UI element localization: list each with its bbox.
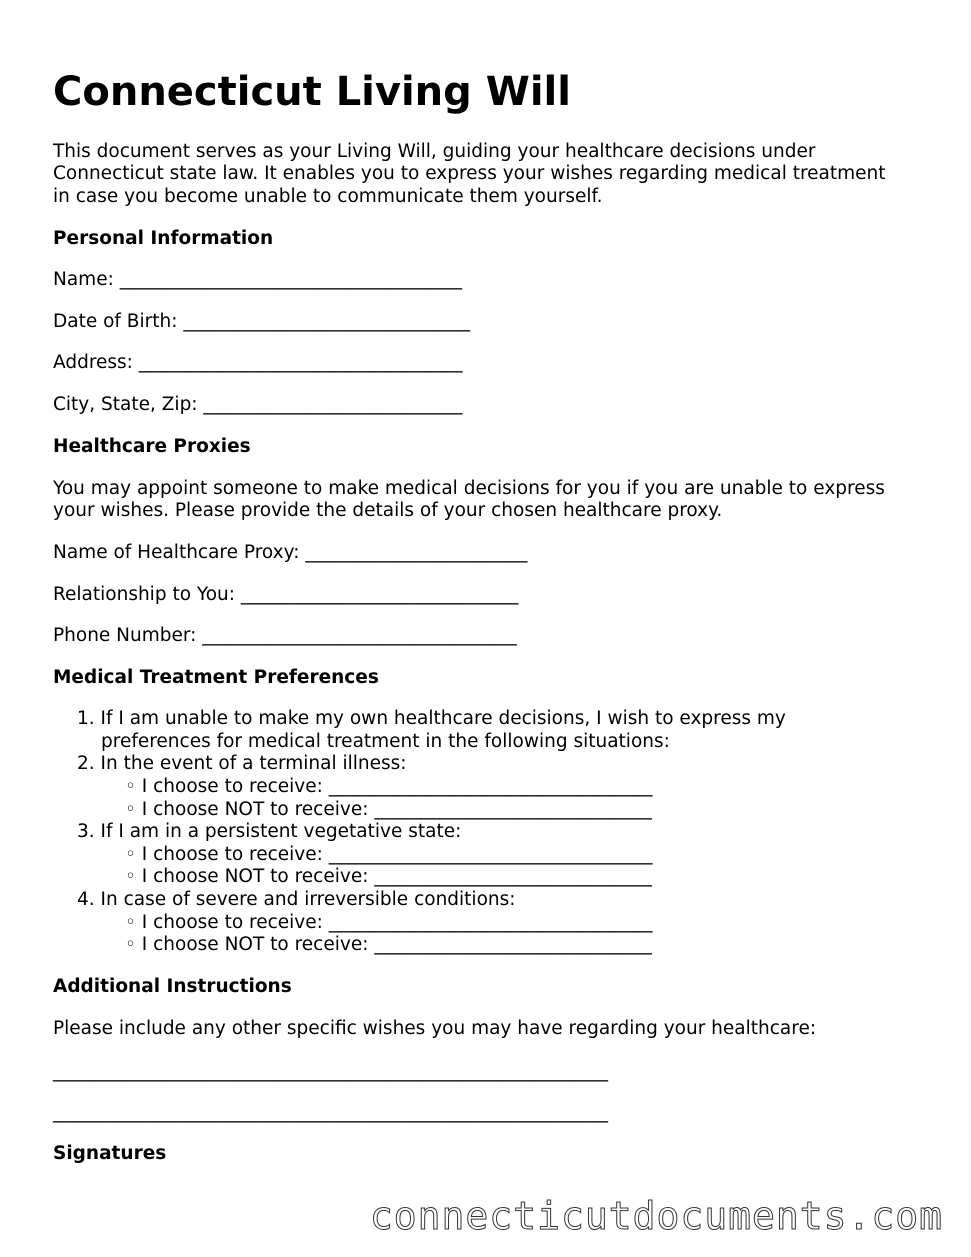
- not-receive-label: I choose NOT to receive: ______________________________: [141, 934, 652, 955]
- circle-bullet-icon: ◦: [125, 912, 142, 933]
- treatment-item-3: 3. If I am in a persistent vegetative state:: [77, 821, 462, 842]
- item-3-not-receive-field[interactable]: [125, 866, 652, 889]
- treatment-item-1-line-1: 1. If I am unable to make my own healthcare decisions, I wish to express my: [77, 708, 786, 729]
- treatment-item-4: 4. In case of severe and irreversible conditions:: [77, 889, 516, 910]
- intro-line-2: Connecticut state law. It enables you to express your wishes regarding medical treatment: [53, 163, 886, 184]
- watermark: connecticutdocuments.com: [369, 1194, 943, 1238]
- circle-bullet-icon: ◦: [125, 844, 142, 865]
- additional-instructions-prompt: Please include any other specific wishes you may have regarding your healthcare:: [53, 1018, 817, 1039]
- intro-line-1: This document serves as your Living Will, guiding your healthcare decisions under: [53, 141, 816, 162]
- treatment-item-1-line-2: preferences for medical treatment in the following situations:: [101, 731, 670, 752]
- proxy-phone-field[interactable]: Phone Number: __________________________________: [53, 625, 517, 646]
- treatment-heading: Medical Treatment Preferences: [53, 667, 379, 688]
- proxy-name-field[interactable]: Name of Healthcare Proxy: ________________________: [53, 542, 528, 563]
- proxy-desc-line-1: You may appoint someone to make medical decisions for you if you are unable to express: [53, 478, 885, 499]
- intro-line-3: in case you become unable to communicate them yourself.: [53, 186, 603, 207]
- signatures-heading: Signatures: [53, 1143, 167, 1164]
- dob-field[interactable]: Date of Birth: _______________________________: [53, 311, 471, 332]
- proxy-relationship-field[interactable]: Relationship to You: ______________________________: [53, 584, 519, 605]
- circle-bullet-icon: ◦: [125, 799, 142, 820]
- not-receive-label: I choose NOT to receive: ______________________________: [141, 799, 652, 820]
- additional-instructions-heading: Additional Instructions: [53, 976, 292, 997]
- item-3-receive-field[interactable]: [125, 844, 653, 867]
- proxy-desc-line-2: your wishes. Please provide the details of your chosen healthcare proxy.: [53, 500, 723, 521]
- receive-label: I choose to receive: ___________________________________: [141, 844, 653, 865]
- item-4-receive-field[interactable]: [125, 912, 653, 935]
- circle-bullet-icon: ◦: [125, 934, 142, 955]
- healthcare-proxies-heading: Healthcare Proxies: [53, 436, 251, 457]
- additional-line-1[interactable]: ____________________________________________________________: [53, 1061, 608, 1082]
- additional-line-2[interactable]: ____________________________________________________________: [53, 1102, 608, 1123]
- circle-bullet-icon: ◦: [125, 776, 142, 797]
- treatment-item-2: 2. In the event of a terminal illness:: [77, 753, 407, 774]
- item-2-not-receive-field[interactable]: [125, 799, 652, 822]
- receive-label: I choose to receive: ___________________________________: [141, 776, 653, 797]
- not-receive-label: I choose NOT to receive: ______________________________: [141, 866, 652, 887]
- document-title: Connecticut Living Will: [53, 69, 571, 115]
- item-4-not-receive-field[interactable]: [125, 934, 652, 957]
- city-state-zip-field[interactable]: City, State, Zip: ____________________________: [53, 394, 463, 415]
- circle-bullet-icon: ◦: [125, 866, 142, 887]
- receive-label: I choose to receive: ___________________________________: [141, 912, 653, 933]
- item-2-receive-field[interactable]: [125, 776, 653, 799]
- address-field[interactable]: Address: ___________________________________: [53, 352, 463, 373]
- personal-info-heading: Personal Information: [53, 228, 274, 249]
- name-field[interactable]: Name: _____________________________________: [53, 269, 462, 290]
